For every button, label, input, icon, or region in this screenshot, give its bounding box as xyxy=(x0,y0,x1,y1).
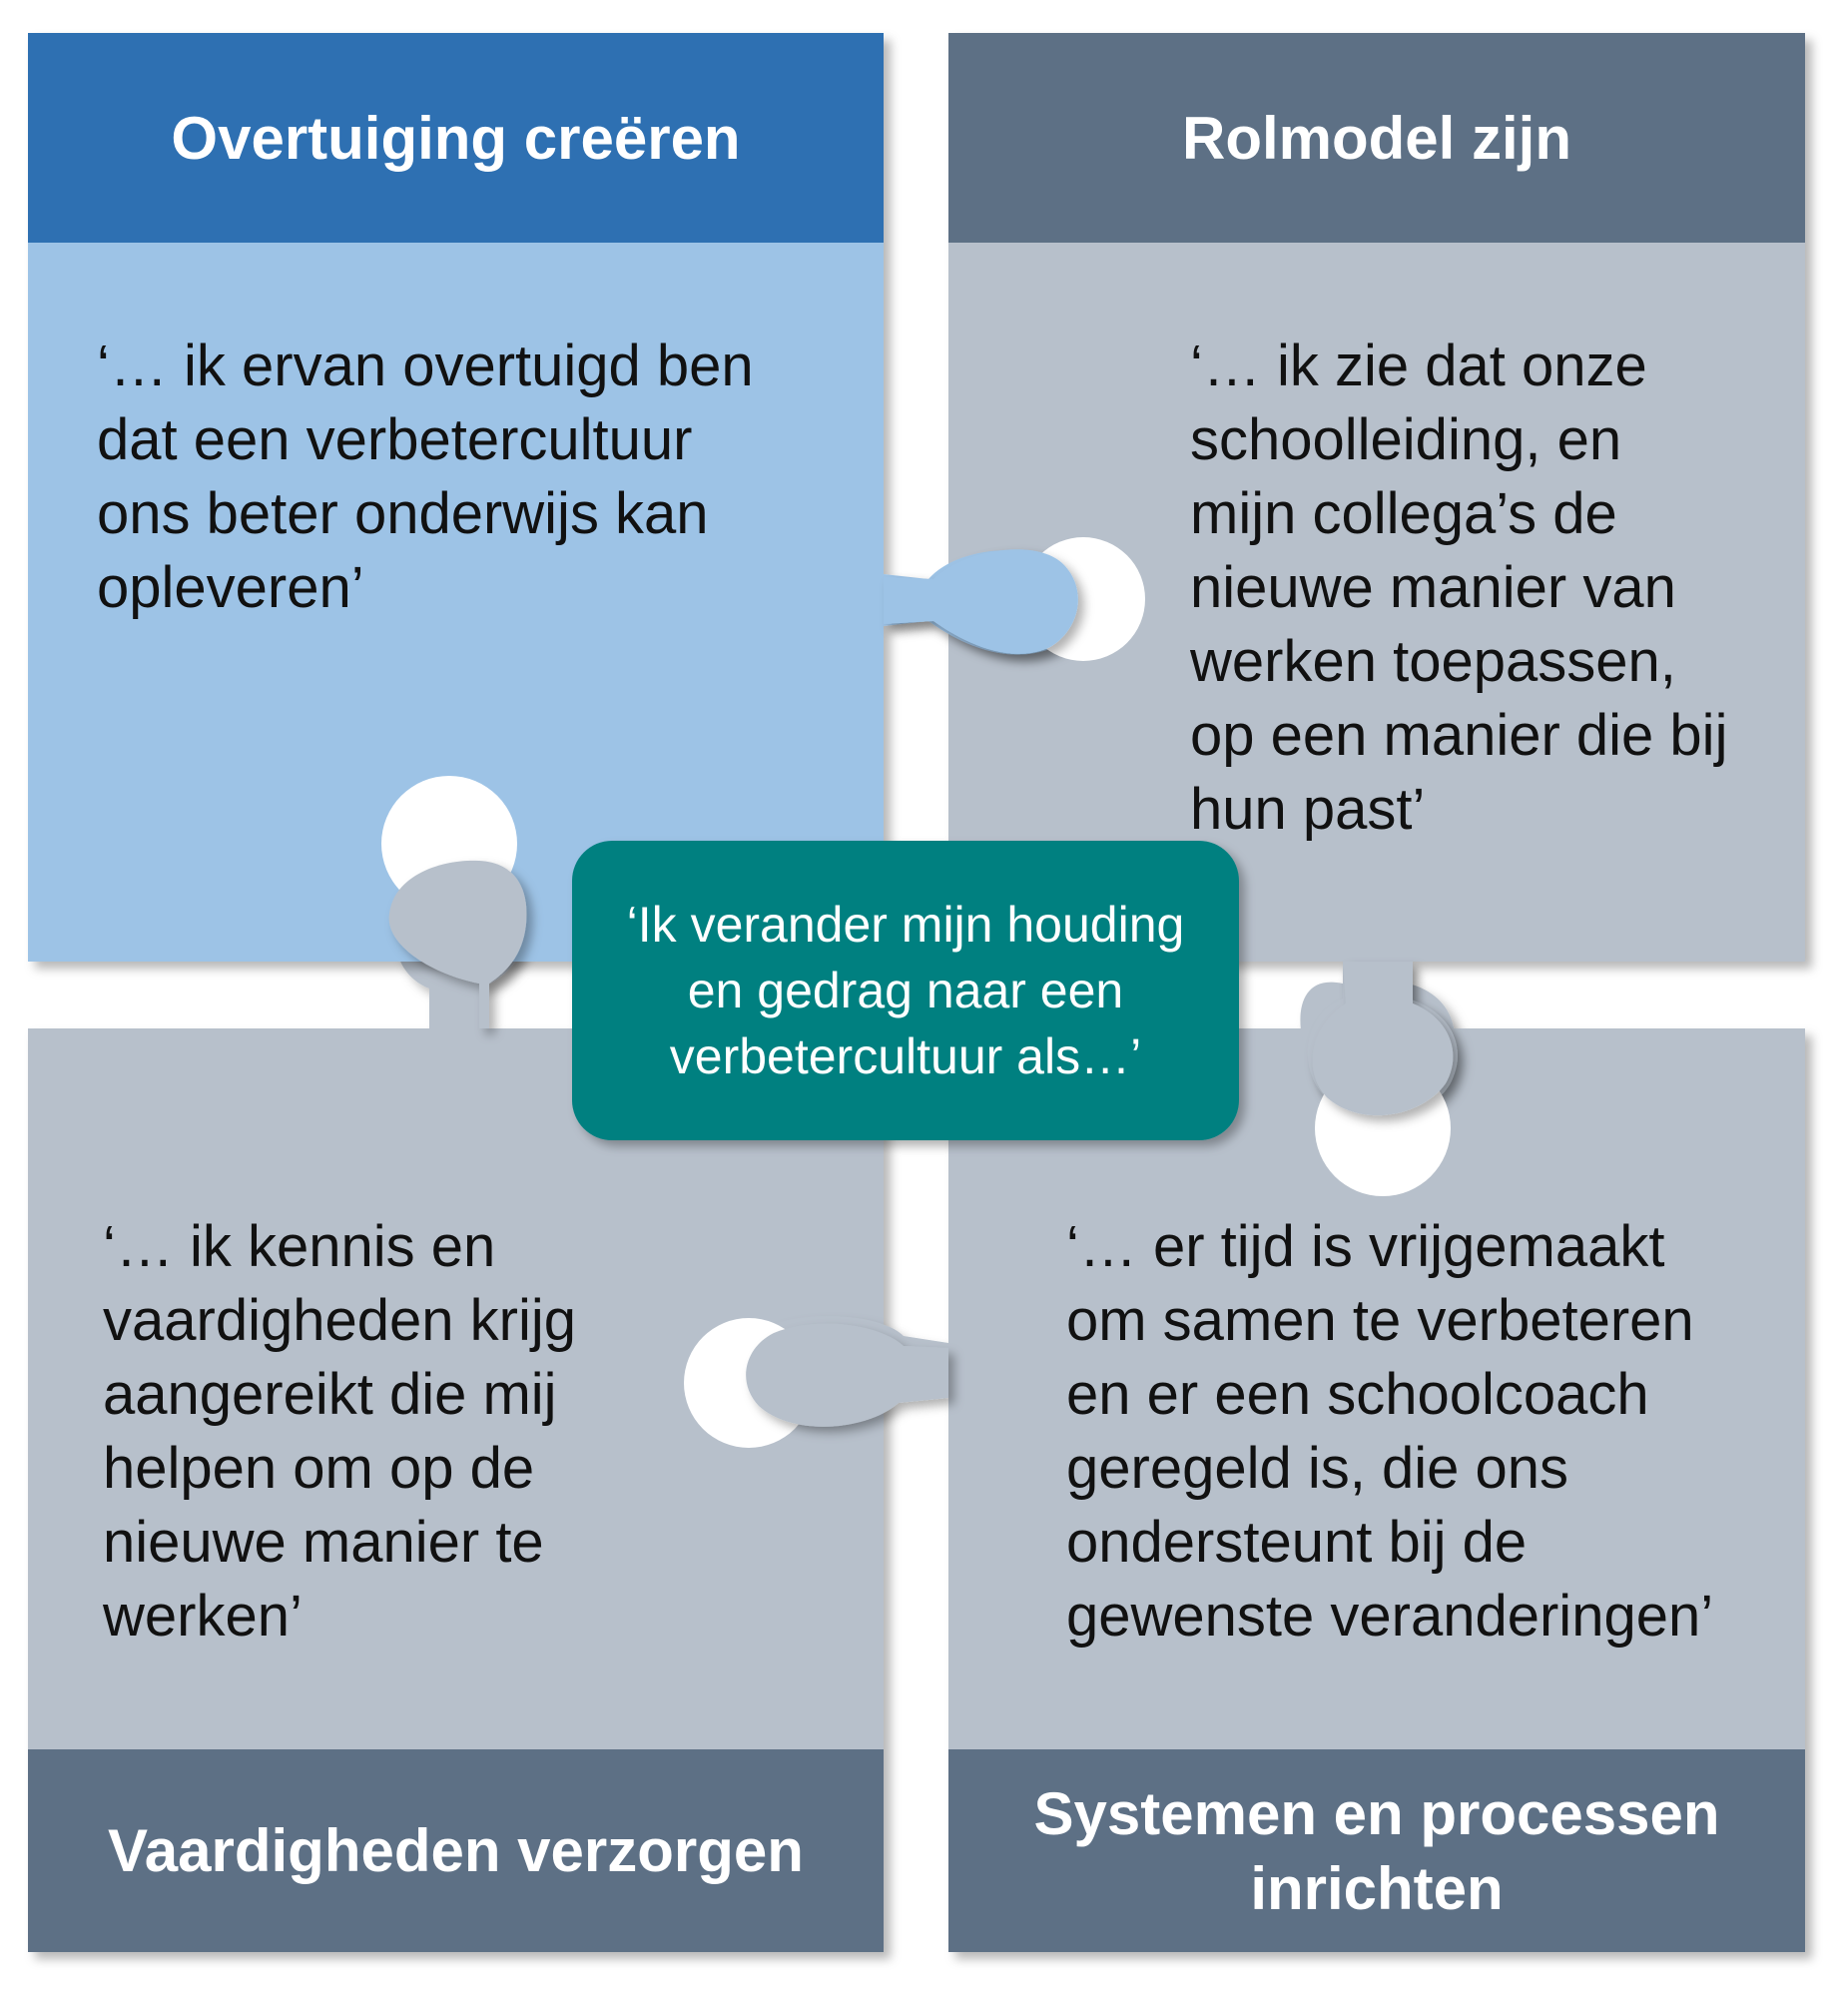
header-rolmodel xyxy=(948,33,1805,243)
title-systemen: Systemen en processen inrichten xyxy=(1033,1779,1720,1922)
title-vaardigheden: Vaardigheden verzorgen xyxy=(108,1817,804,1884)
text-systemen: ‘… er tijd is vrijgemaakt om samen te verbeteren en er een schoolcoach geregeld is, die ons ondersteunt bij de gewenste veranderingen’ xyxy=(1066,1214,1714,1649)
text-vaardigheden: ‘… ik kennis en vaardigheden krijg aangereikt die mij helpen om op de nieuwe manier te werken’ xyxy=(103,1214,576,1649)
title-rolmodel: Rolmodel zijn xyxy=(1182,104,1571,172)
title-overtuiging: Overtuiging creëren xyxy=(171,104,741,172)
header-systemen xyxy=(948,1749,1805,1952)
tab-top-left-right xyxy=(884,549,1078,654)
text-overtuiging: ‘… ik ervan overtuigd ben dat een verbetercultuur ons beter onderwijs kan opleveren’ xyxy=(97,333,754,620)
center-text: ‘Ik verander mijn houding en gedrag naar een verbetercultuur als…’ xyxy=(626,897,1185,1084)
header-vaardigheden xyxy=(28,1749,884,1952)
header-overtuiging xyxy=(28,33,884,243)
text-rolmodel: ‘… ik zie dat onze schoolleiding, en mijn collega’s de nieuwe manier van werken toepassen, op een manier die bij hun past’ xyxy=(1190,333,1728,842)
center-box xyxy=(572,841,1239,1140)
